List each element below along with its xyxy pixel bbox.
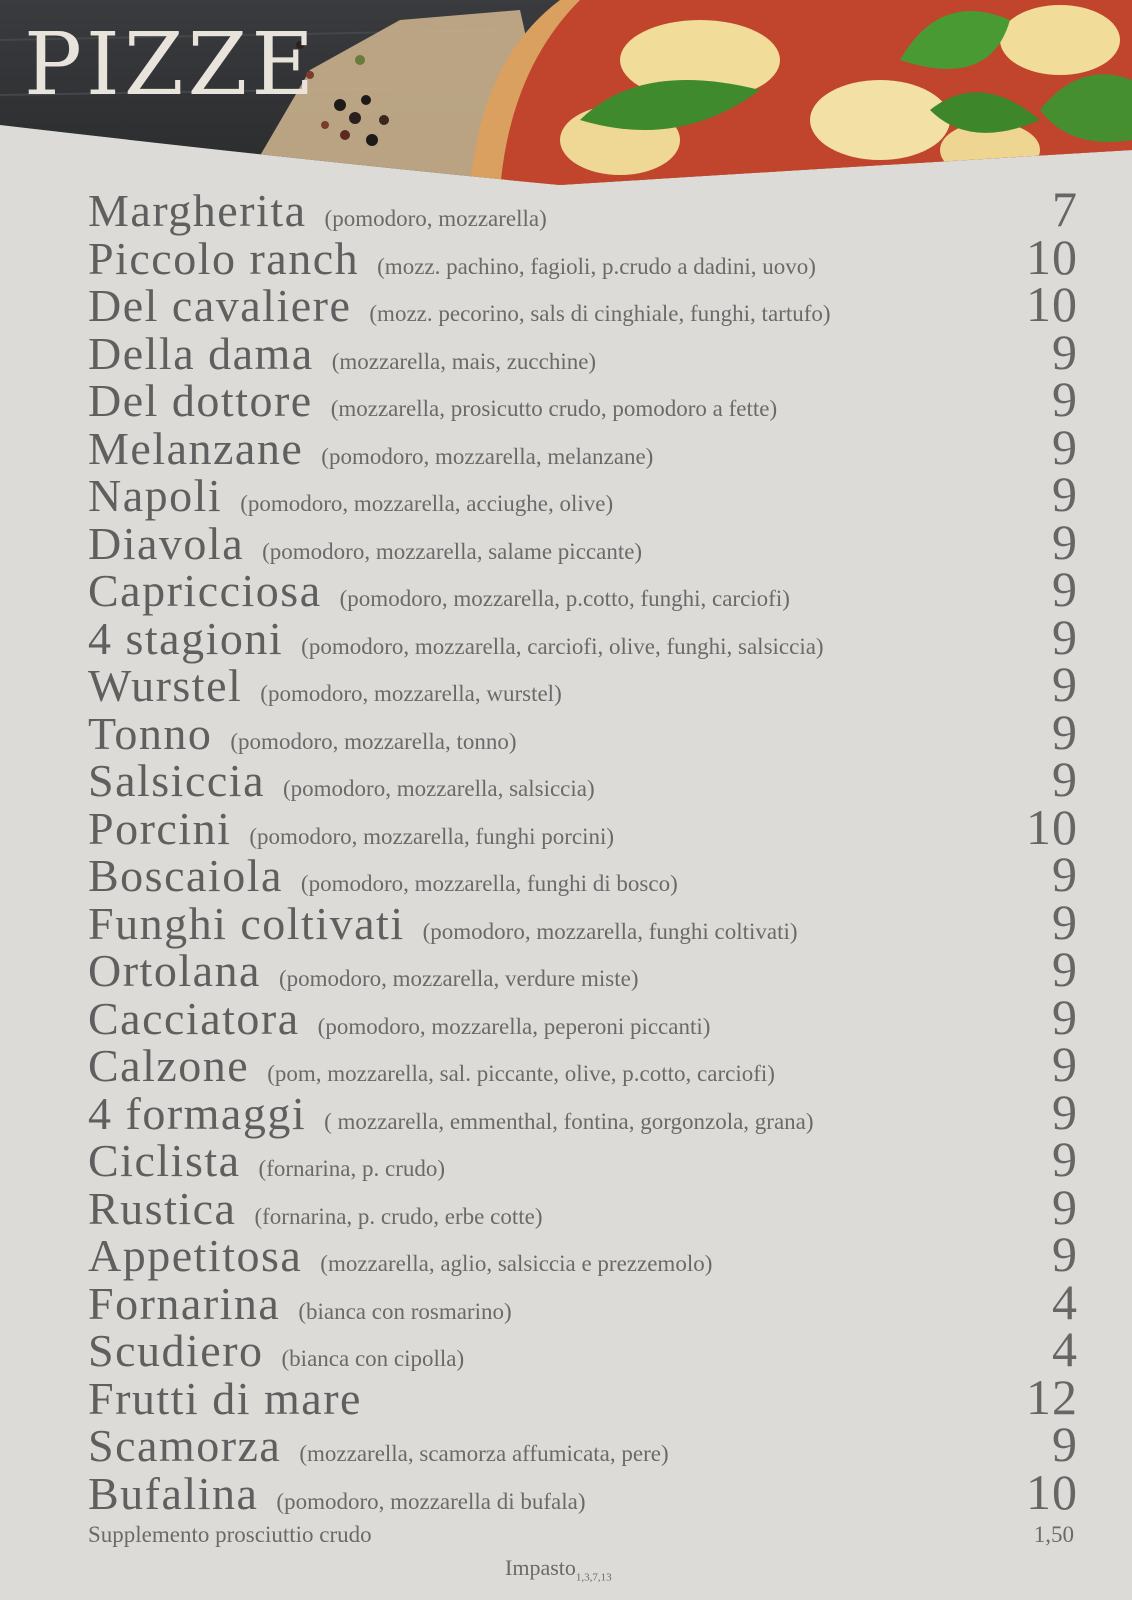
menu-item-price: 9	[1052, 1083, 1078, 1140]
menu-item	[88, 1083, 1078, 1140]
menu-item-description: (mozzarella, aglio, salsiccia e prezzemolo)	[320, 1251, 713, 1276]
menu-item-description: (pom, mozzarella, sal. piccante, olive, p.cotto, carciofi)	[267, 1061, 775, 1086]
menu-item	[88, 1225, 1078, 1282]
supplement-price: 1,50	[1033, 1522, 1074, 1547]
menu-item-name: Piccolo ranch	[88, 232, 360, 284]
impasto-label: Impasto	[505, 1555, 576, 1580]
menu-item-description: (pomodoro, mozzarella)	[324, 206, 547, 231]
page-title: PIZZE	[24, 15, 319, 115]
menu-item-description: (pomodoro, mozzarella, verdure miste)	[278, 966, 639, 991]
menu-item-description: (pomodoro, mozzarella, funghi di bosco)	[300, 871, 678, 896]
menu-item-price: 7	[1052, 181, 1078, 237]
menu-item-description: (pomodoro, mozzarella di bufala)	[276, 1488, 586, 1514]
supplement-label: Supplemento prosciuttio crudo	[88, 1522, 372, 1547]
menu-item-description: (pomodoro, mozzarella, melanzane)	[321, 443, 654, 469]
menu-item-price: 9	[1052, 1131, 1078, 1187]
menu-item-name: Rustica	[88, 1182, 237, 1234]
menu-item-name: Scamorza	[88, 1420, 282, 1471]
menu-item	[88, 655, 1078, 712]
menu-item-description: (fornarina, p. crudo)	[258, 1156, 446, 1181]
impasto-note	[505, 1555, 612, 1583]
menu-item-description: (pomodoro, mozzarella, funghi coltivati)	[422, 918, 798, 944]
header-banner	[0, 0, 1132, 190]
pizza-menu-list	[88, 180, 1078, 1520]
menu-item-description: (mozz. pachino, fagioli, p.crudo a dadini, uovo)	[377, 253, 816, 279]
menu-item-description: (pomodoro, mozzarella, p.cotto, funghi, carciofi)	[339, 586, 790, 611]
menu-item	[88, 1368, 1078, 1425]
menu-item	[88, 275, 1078, 332]
menu-item-price: 9	[1052, 323, 1078, 380]
menu-item-name: Funghi coltivati	[88, 897, 405, 949]
menu-item-price: 10	[1026, 228, 1078, 285]
menu-item-name: Fornarina	[88, 1277, 281, 1329]
menu-item-name: 4 formaggi	[88, 1087, 307, 1139]
menu-item-name: Melanzane	[88, 422, 304, 474]
menu-item	[88, 370, 1078, 427]
menu-item-name: Scudiero	[88, 1325, 264, 1376]
menu-item-price: 9	[1052, 656, 1078, 712]
menu-item-name: Frutti di mare	[88, 1372, 362, 1424]
menu-item-name: Della dama	[88, 327, 314, 379]
menu-item-price: 10	[1026, 276, 1078, 332]
menu-item-description: ( mozzarella, emmenthal, fontina, gorgonzola, grana)	[324, 1108, 814, 1134]
impasto-allergens: 1,3,7,13	[575, 1571, 612, 1584]
menu-item	[88, 560, 1078, 617]
menu-item-description: (pomodoro, mozzarella, salsiccia)	[283, 776, 595, 801]
menu-item-price: 10	[1026, 798, 1078, 855]
menu-item	[88, 1320, 1078, 1377]
menu-item-name: Diavola	[88, 517, 245, 569]
menu-item-description: (bianca con rosmarino)	[298, 1298, 512, 1324]
menu-item-name: Del cavaliere	[88, 280, 352, 331]
menu-item-description: (pomodoro, mozzarella, tonno)	[230, 728, 517, 754]
supplement-row	[88, 1522, 1078, 1548]
menu-item	[88, 1415, 1078, 1472]
menu-item-description: (pomodoro, mozzarella, funghi porcini)	[249, 823, 615, 849]
menu-item-description: (pomodoro, mozzarella, carciofi, olive, funghi, salsiccia)	[301, 633, 824, 659]
menu-item-price: 9	[1052, 751, 1078, 807]
menu-item-description: (bianca con cipolla)	[281, 1346, 465, 1371]
menu-item	[88, 940, 1078, 997]
menu-item-description: (pomodoro, mozzarella, acciughe, olive)	[240, 491, 614, 516]
menu-item	[88, 418, 1078, 475]
menu-item-name: Napoli	[88, 470, 223, 521]
menu-item-name: Ciclista	[88, 1135, 241, 1186]
menu-item-price: 4	[1052, 1321, 1078, 1377]
menu-item-price: 9	[1052, 1416, 1078, 1472]
menu-item	[88, 845, 1078, 902]
menu-item	[88, 1463, 1078, 1520]
menu-item-price: 9	[1052, 561, 1078, 617]
menu-item-name: 4 stagioni	[88, 612, 284, 664]
menu-item	[88, 750, 1078, 807]
menu-item-name: Tonno	[88, 707, 213, 759]
menu-item-price: 9	[1052, 1036, 1078, 1092]
menu-item-name: Calzone	[88, 1040, 250, 1091]
menu-item-price: 9	[1052, 371, 1078, 427]
menu-item-description: (pomodoro, mozzarella, wurstel)	[260, 681, 562, 706]
menu-item-price: 4	[1052, 1273, 1078, 1330]
menu-item-name: Porcini	[88, 802, 232, 854]
menu-item-description: (pomodoro, mozzarella, salame piccante)	[262, 538, 643, 564]
menu-item-price: 9	[1052, 1226, 1078, 1282]
menu-item-description: (fornarina, p. crudo, erbe cotte)	[254, 1203, 543, 1229]
menu-item	[88, 228, 1078, 285]
menu-item-description: (pomodoro, mozzarella, peperoni piccanti)	[317, 1013, 711, 1039]
menu-item-description: (mozzarella, mais, zucchine)	[331, 348, 597, 374]
menu-item-name: Margherita	[88, 185, 307, 236]
menu-item	[88, 1130, 1078, 1187]
menu-item	[88, 1273, 1078, 1330]
menu-item	[88, 988, 1078, 1045]
menu-item-name: Cacciatora	[88, 992, 300, 1044]
menu-item-name: Appetitosa	[88, 1230, 303, 1281]
menu-item-price: 9	[1052, 988, 1078, 1045]
menu-item-name: Ortolana	[88, 945, 261, 996]
menu-item	[88, 893, 1078, 950]
menu-item-price: 10	[1026, 1463, 1078, 1520]
menu-item-price: 9	[1052, 466, 1078, 522]
menu-item-name: Capricciosa	[88, 565, 322, 616]
menu-item-name: Bufalina	[88, 1467, 259, 1519]
menu-item-price: 9	[1052, 1178, 1078, 1235]
menu-item-price: 9	[1052, 703, 1078, 760]
menu-item-description: (mozzarella, prosicutto crudo, pomodoro a fette)	[330, 396, 778, 421]
menu-item	[88, 1035, 1078, 1092]
menu-item	[88, 608, 1078, 665]
menu-item	[88, 323, 1078, 380]
menu-item-price: 12	[1026, 1368, 1078, 1425]
menu-item-name: Wurstel	[88, 660, 243, 711]
menu-item-price: 9	[1052, 513, 1078, 570]
menu-item-description: (mozzarella, scamorza affumicata, pere)	[299, 1441, 669, 1466]
menu-item-name: Salsiccia	[88, 755, 265, 806]
menu-item-name: Boscaiola	[88, 850, 283, 901]
menu-item-price: 9	[1052, 941, 1078, 997]
menu-item-description: (mozz. pecorino, sals di cinghiale, funghi, tartufo)	[369, 301, 831, 326]
menu-item-price: 9	[1052, 608, 1078, 665]
menu-item-price: 9	[1052, 893, 1078, 950]
menu-item-price: 9	[1052, 846, 1078, 902]
menu-item	[88, 180, 1078, 237]
menu-item	[88, 513, 1078, 570]
menu-item-price: 9	[1052, 418, 1078, 475]
menu-item-name: Del dottore	[88, 375, 313, 426]
